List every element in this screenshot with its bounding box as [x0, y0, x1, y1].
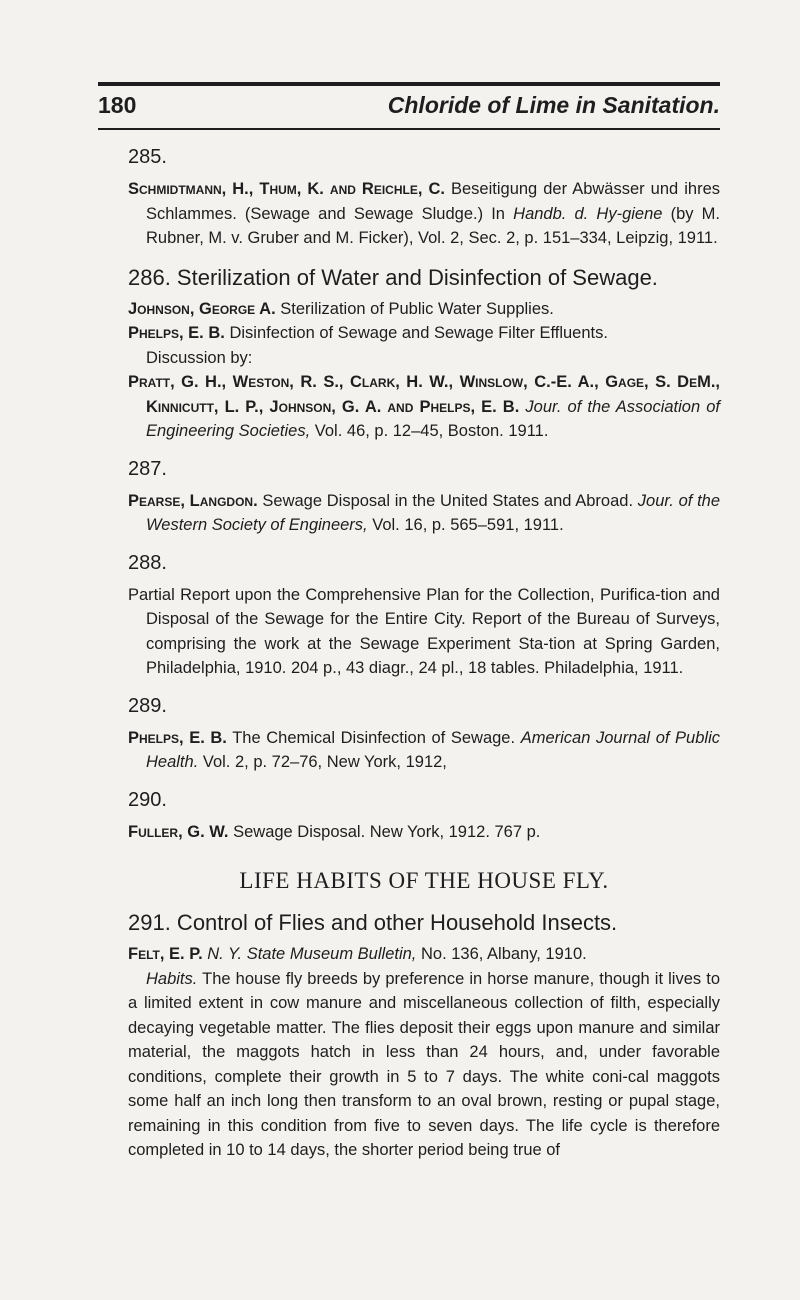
entry-288-number: 288.	[128, 551, 167, 574]
entry-287-number: 287.	[128, 457, 167, 480]
entry-291-source: N. Y. State Museum Bulletin,	[207, 945, 417, 963]
entry-289	[128, 726, 720, 775]
entry-291-heading: 291. Control of Flies and other Household Insects.	[128, 910, 618, 935]
entry-286-participants	[128, 370, 720, 444]
entry-287-text: Sewage Disposal in the United States and Abroad.	[262, 491, 634, 510]
entry-287-text2: Vol. 16, p. 565–591, 1911.	[372, 516, 564, 534]
entry-287-authors: Pearse, Langdon.	[128, 491, 258, 510]
entry-289-text2: Vol. 2, p. 72–76, New York, 1912,	[202, 753, 447, 771]
entry-285-authors: Schmidtmann, H., Thum, K. and Reichle, C.	[128, 180, 445, 198]
entry-285-text2: (by M. Rubner, M. v. Gruber and M. Ficker), Vol. 2, Sec. 2, p. 151–334, Leipzig, 1911.	[146, 204, 721, 247]
entry-285	[128, 177, 720, 251]
entry-286-heading: 286. Sterilization of Water and Disinfection of Sewage.	[128, 264, 658, 290]
entry-288: Partial Report upon the Comprehensive Plan for the Collection, Purifica-tion and Disposal of the Sewage for the Entire City. Report of the Bureau of Surveys, comprising the work at the Sewage Experiment Sta-tion at Spring Garden, Philadelphia, 1910. 204 p., 43 diagr., 24 pl., 18 tables. Philadelphia, 1911.	[128, 585, 720, 677]
entry-291-habits-text: The house fly breeds by preference in horse manure, though it lives to a limited extent in cow manure and miscellaneous collection of filth, especially decaying vegetable matter. The flies deposit their eggs upon manure and similar material, the maggots hatch in less than 24 hours, and, under favorable conditions, complete their growth in 5 to 7 days. The white coni-cal maggots some half an inch long then transform to an oval brown, resting or pupal stage, remaining in this condition from five to seven days. The life cycle is therefore completed in 10 to 14 days, the shorter period being true of	[128, 969, 720, 1159]
entry-289-authors: Phelps, E. B.	[128, 728, 227, 747]
page-number: 180	[98, 92, 137, 118]
entry-285-text: Beseitigung der Abwässer und ihres Schlammes. (Sewage and Sewage Sludge.) In	[146, 180, 720, 223]
entry-285-number: 285.	[128, 146, 167, 168]
entry-290-number: 290.	[128, 788, 167, 811]
entry-290-text: Sewage Disposal. New York, 1912. 767 p.	[233, 822, 541, 841]
entry-291-habits-label: Habits.	[146, 969, 198, 988]
entry-289-number: 289.	[128, 694, 167, 717]
entry-287	[128, 489, 720, 538]
section-title: LIFE HABITS OF THE HOUSE FLY.	[239, 868, 609, 893]
entry-286-text: Vol. 46, p. 12–45, Boston. 1911.	[314, 422, 549, 440]
running-title: Chloride of Lime in Sanitation.	[387, 92, 720, 118]
entry-285-source: Handb. d. Hy-giene	[513, 204, 663, 223]
entry-286-participant-names: Pratt, G. H., Weston, R. S., Clark, H. W., Winslow, C.-E. A., Gage, S. DeM., Kinnicutt, L. P., Johnson, G. A. and Phelps, E. B.	[128, 373, 720, 416]
entry-290	[128, 820, 720, 845]
header-rule-bottom	[98, 128, 720, 130]
entry-286-text-2: Disinfection of Sewage and Sewage Filter Effluents.	[229, 324, 608, 342]
entry-286-discussion: Discussion by:	[146, 348, 253, 367]
entry-286-source: Jour. of the Association of Engineering Societies,	[146, 397, 720, 440]
entry-287-source: Jour. of the Western Society of Engineers,	[146, 491, 721, 534]
entry-291-citation	[128, 942, 720, 967]
entry-286-author-1: Johnson, George A.	[128, 299, 276, 318]
entry-289-source: American Journal of Public Health.	[146, 728, 720, 771]
entry-286-line1	[128, 297, 720, 322]
entry-291-habits	[128, 967, 720, 1163]
entry-289-text: The Chemical Disinfection of Sewage.	[232, 728, 516, 747]
entry-286-line2	[128, 321, 720, 346]
header-rule-top	[98, 82, 720, 86]
entry-286-text-1: Sterilization of Public Water Supplies.	[280, 299, 554, 318]
entry-290-authors: Fuller, G. W.	[128, 822, 229, 841]
entry-291-text: No. 136, Albany, 1910.	[420, 945, 587, 963]
entry-286-author-2: Phelps, E. B.	[128, 324, 225, 342]
entry-291-authors: Felt, E. P.	[128, 945, 203, 963]
page-body	[128, 140, 720, 1177]
page-header	[98, 92, 720, 124]
